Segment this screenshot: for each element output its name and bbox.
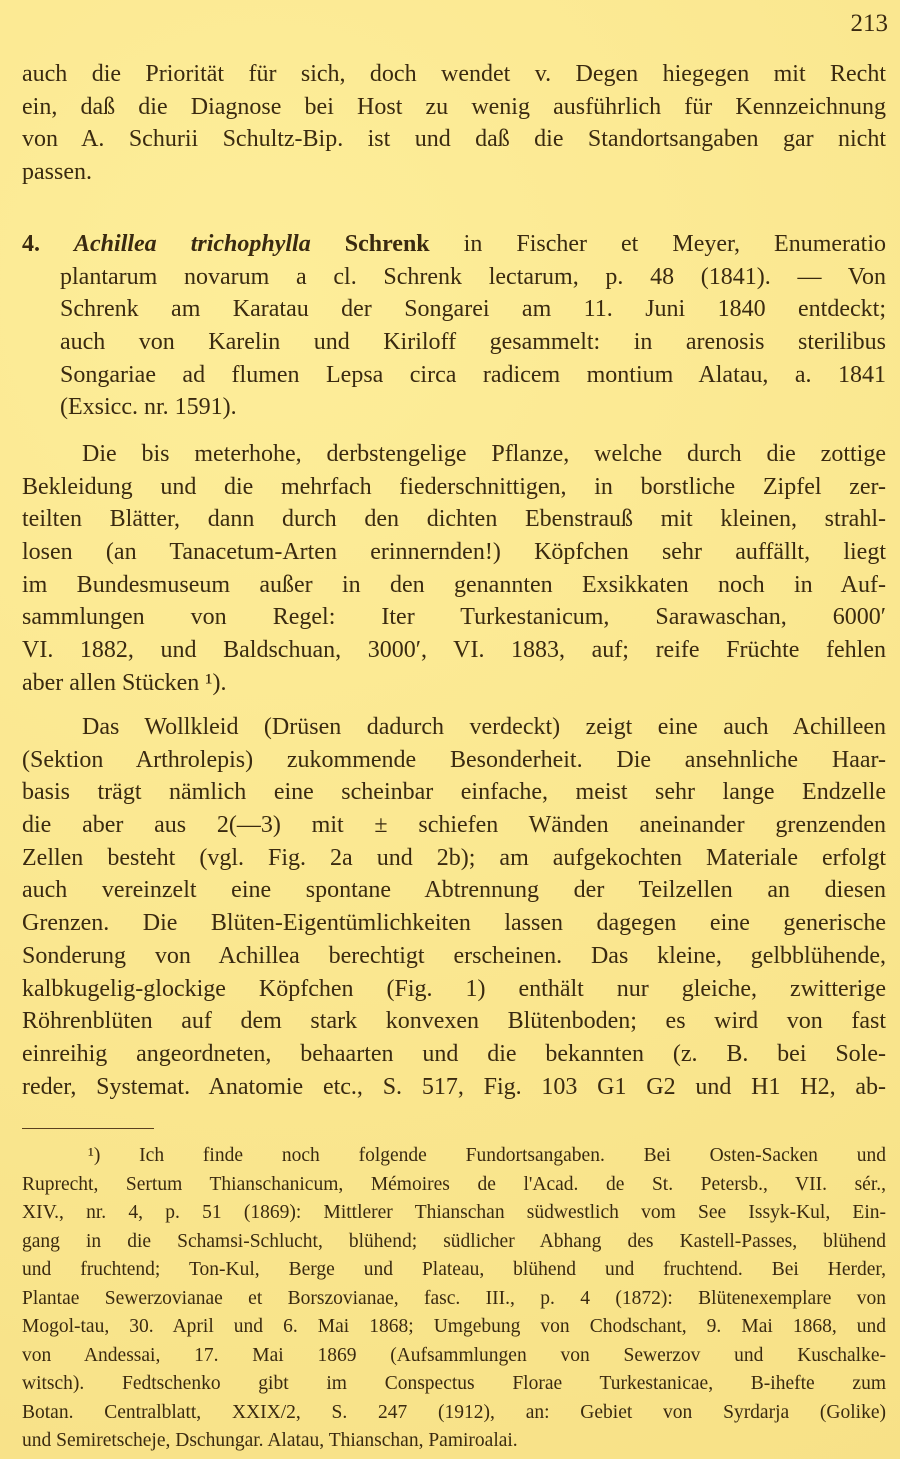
text-line: teilten Blätter, dann durch den dichten Ebenstrauß mit kleinen, strahl- [22, 506, 886, 533]
paragraph-description [22, 438, 886, 700]
footnote-divider [22, 1128, 154, 1129]
text-line: losen (an Tanacetum-Arten erinnernden!) Köpfchen sehr auffällt, liegt [22, 539, 886, 566]
species-name: Achillea trichophylla [74, 231, 311, 257]
text-line: kalbkugelig-glockige Köpfchen (Fig. 1) enthält nur gleiche, zwitterige [22, 975, 886, 1002]
text-line: plantarum novarum a cl. Schrenk lectarum, p. 48 (1841). — Von [60, 263, 886, 290]
text-line: (Sektion Arthrolepis) zukommende Besonderheit. Die ansehnliche Haar- [22, 746, 886, 773]
text-line: Zellen besteht (vgl. Fig. 2a und 2b); am aufgekochten Materiale erfolgt [22, 844, 886, 871]
footnote-line: und Semiretscheje, Dschungar. Alatau, Thianschan, Pamiroalai. [22, 1430, 518, 1451]
text-line: auch von Karelin und Kiriloff gesammelt: in arenosis sterilibus [60, 329, 886, 356]
text-line: sammlungen von Regel: Iter Turkestanicum, Sarawaschan, 6000′ [22, 604, 886, 631]
text-line: die aber aus 2(—3) mit ± schiefen Wänden aneinander grenzenden [22, 812, 886, 839]
entry-heading [22, 228, 886, 261]
text-line: auch die Priorität für sich, doch wendet v. Degen hiegegen mit Recht [22, 61, 886, 87]
paragraph-continuation [22, 58, 886, 189]
footnote-line: witsch). Fedtschenko gibt im Conspectus Florae Turkestanicae, B-ihefte zum [22, 1373, 886, 1394]
text-line: einreihig angeordneten, behaarten und die bekannten (z. B. bei Sole- [22, 1040, 886, 1067]
text-line: aber allen Stücken ¹). [22, 669, 227, 696]
text-line: ein, daß die Diagnose bei Host zu wenig ausführlich für Kennzeichnung [22, 93, 886, 120]
text-line: (Exsicc. nr. 1591). [60, 394, 237, 421]
text-line: Grenzen. Die Blüten-Eigentümlichkeiten lassen dagegen eine generische [22, 910, 886, 937]
text-line: basis trägt nämlich eine scheinbar einfache, meist sehr lange Endzelle [22, 779, 886, 806]
paragraph-anatomy [22, 711, 886, 1103]
text-line: Bekleidung und die mehrfach fiederschnittigen, in borstliche Zipfel zer- [22, 473, 886, 500]
text-line: Röhrenblüten auf dem stark konvexen Blütenboden; es wird von fast [22, 1008, 886, 1035]
text-line: Songariae ad flumen Lepsa circa radicem montium Alatau, a. 1841 [60, 361, 886, 388]
text-line: passen. [22, 159, 92, 186]
text-line: im Bundesmuseum außer in den genannten Exsikkaten noch in Auf- [22, 571, 886, 598]
text-line: von A. Schurii Schultz-Bip. ist und daß die Standortsangaben gar nicht [22, 126, 886, 153]
footnote-line: Ruprecht, Sertum Thianschanicum, Mémoires de l'Acad. de St. Petersb., VII. sér., [22, 1173, 886, 1195]
page-number: 213 [850, 10, 888, 37]
text-line: Schrenk am Karatau der Songarei am 11. Juni 1840 entdeckt; [60, 296, 886, 323]
text-line: reder, Systemat. Anatomie etc., S. 517, Fig. 103 G1 G2 und H1 H2, ab- [22, 1073, 886, 1100]
footnote-line: und fruchtend; Ton-Kul, Berge und Plateau, blühend und fruchtend. Bei Herder, [22, 1259, 886, 1280]
text-line: Das Wollkleid (Drüsen dadurch verdeckt) zeigt eine auch Achilleen [82, 714, 886, 740]
text-line: Die bis meterhohe, derbstengelige Pflanze, welche durch die zottige [82, 441, 886, 467]
footnote-line: ¹) Ich finde noch folgende Fundortsangaben. Bei Osten-Sacken und [88, 1145, 886, 1166]
entry-number: 4. [22, 231, 40, 257]
entry-citation: in Fischer et Meyer, Enumeratio [463, 231, 887, 257]
species-entry [22, 228, 886, 424]
footnote-line: Botan. Centralblatt, XXIX/2, S. 247 (1912), an: Gebiet von Syrdarja (Golike) [22, 1401, 886, 1423]
footnote [22, 1142, 886, 1456]
footnote-line: XIV., nr. 4, p. 51 (1869): Mittlerer Thianschan südwestlich vom See Issyk-Kul, Ein- [22, 1202, 886, 1223]
text-line: Sonderung von Achillea berechtigt erscheinen. Das kleine, gelbblühende, [22, 942, 886, 969]
text-line: VI. 1882, und Baldschuan, 3000′, VI. 1883, auf; reife Früchte fehlen [22, 637, 886, 664]
footnote-line: Mogol-tau, 30. April und 6. Mai 1868; Umgebung von Chodschant, 9. Mai 1868, und [22, 1316, 886, 1337]
text-line: auch vereinzelt eine spontane Abtrennung der Teilzellen an diesen [22, 877, 886, 904]
footnote-line: Plantae Sewerzovianae et Borszovianae, fasc. III., p. 4 (1872): Blütenexemplare von [22, 1287, 886, 1309]
footnote-line: von Andessai, 17. Mai 1869 (Aufsammlungen von Sewerzov und Kuschalke- [22, 1344, 886, 1366]
species-author: Schrenk [344, 231, 430, 257]
footnote-line: gang in die Schamsi-Schlucht, blühend; südlicher Abhang des Kastell-Passes, blühend [22, 1230, 886, 1252]
